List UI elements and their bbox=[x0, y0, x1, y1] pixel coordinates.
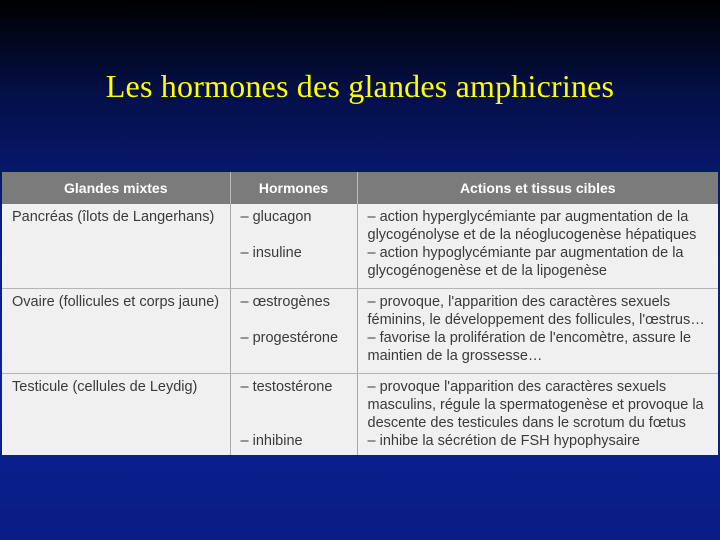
scanned-table-image bbox=[2, 172, 718, 455]
actions-cell bbox=[357, 374, 718, 456]
gland-cell bbox=[2, 289, 230, 374]
hormones-cell bbox=[230, 289, 357, 374]
table-row bbox=[2, 204, 718, 289]
hormone-name: – progestérone bbox=[240, 330, 339, 346]
header-hormones: Hormones bbox=[230, 172, 357, 204]
actions-cell bbox=[357, 289, 718, 374]
table-row bbox=[2, 289, 718, 374]
hormones-cell bbox=[230, 204, 357, 289]
hormone-name: – insuline bbox=[240, 245, 302, 261]
hormone-name: – glucagon bbox=[240, 209, 312, 225]
action-text: – inhibe la sécrétion de FSH hypophysaire bbox=[367, 433, 640, 449]
table-row bbox=[2, 374, 718, 456]
header-actions: Actions et tissus cibles bbox=[357, 172, 718, 204]
table-header-row bbox=[2, 172, 718, 204]
gland-name: Testicule (cellules de Leydig) bbox=[12, 379, 198, 395]
action-text: – provoque l'apparition des caractères sexuels masculins, régule la spermatogenèse et provoque la descente des testicules dans le scrotum du fœtus bbox=[367, 379, 704, 431]
action-text: – action hypoglycémiante par augmentation de la glycogénogenèse et de la lipogenèse bbox=[367, 245, 684, 279]
gland-cell bbox=[2, 374, 230, 456]
gland-cell bbox=[2, 204, 230, 289]
action-text: – provoque, l'apparition des caractères sexuels féminins, le développement des follicules, l'œstrus… bbox=[367, 294, 705, 328]
action-text: – favorise la prolifération de l'encomètre, assure le maintien de la grossesse… bbox=[367, 330, 692, 364]
actions-cell bbox=[357, 204, 718, 289]
hormone-table bbox=[2, 172, 718, 455]
hormone-name: – testostérone bbox=[240, 379, 333, 395]
gland-name: Ovaire (follicules et corps jaune) bbox=[12, 294, 220, 310]
hormone-name: – œstrogènes bbox=[240, 294, 330, 310]
hormone-name: – inhibine bbox=[240, 433, 303, 449]
gland-name: Pancréas (îlots de Langerhans) bbox=[12, 209, 215, 225]
slide-title: Les hormones des glandes amphicrines bbox=[105, 68, 615, 104]
header-glandes-mixtes: Glandes mixtes bbox=[2, 172, 230, 204]
action-text: – action hyperglycémiante par augmentation de la glycogénolyse et de la néoglucogenèse hépatiques bbox=[367, 209, 697, 243]
hormones-cell bbox=[230, 374, 357, 456]
